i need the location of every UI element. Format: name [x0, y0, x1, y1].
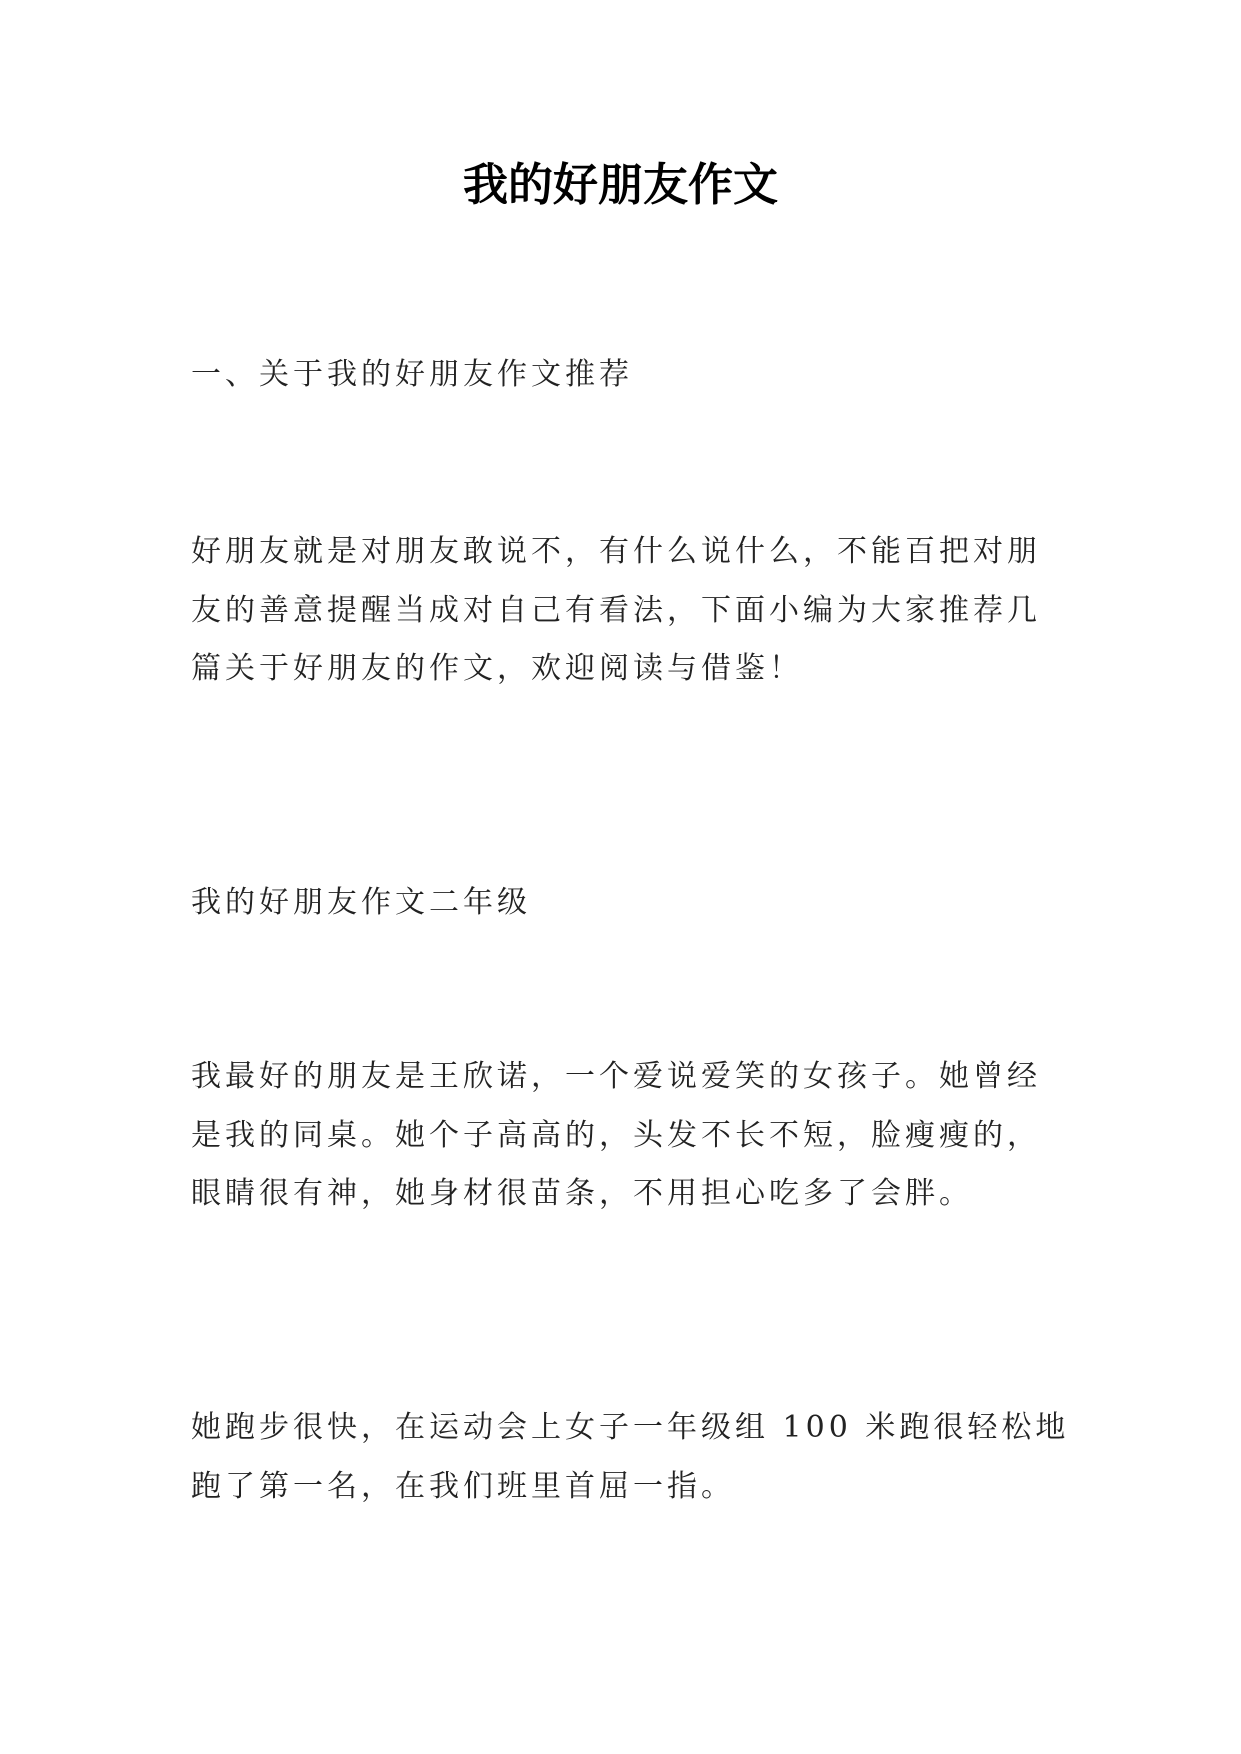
intro-paragraph: 好朋友就是对朋友敢说不，有什么说什么，不能百把对朋友的善意提醒当成对自己有看法，下面小编为大家推荐几篇关于好朋友的作文，欢迎阅读与借鉴！ [191, 534, 1041, 686]
body-paragraph: 我最好的朋友是王欣诺，一个爱说爱笑的女孩子。她曾经是我的同桌。她个子高高的，头发不长不短，脸瘦瘦的，眼睛很有神，她身材很苗条，不用担心吃多了会胖。 [191, 1059, 1041, 1211]
essay-subtitle: 我的好朋友作文二年级 [191, 885, 531, 920]
section-heading: 一、关于我的好朋友作文推荐 [191, 357, 633, 392]
document-title: 我的好朋友作文 [462, 158, 778, 211]
body-paragraph: 她跑步很快，在运动会上女子一年级组 100 米跑很轻松地跑了第一名，在我们班里首屈一指。 [191, 1410, 1070, 1504]
